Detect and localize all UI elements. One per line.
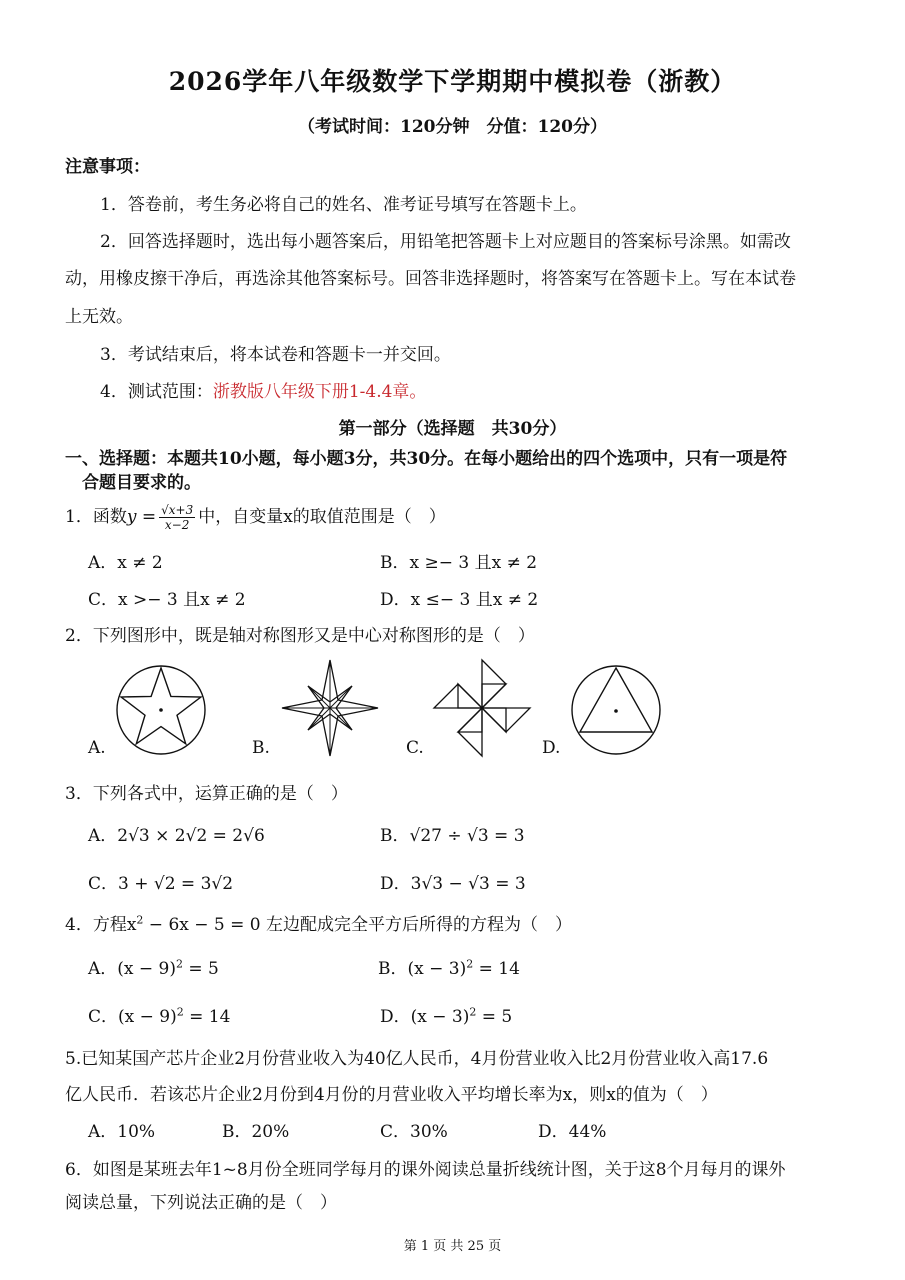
q4-option-b [378,954,520,979]
notice-item-2-line1: 2．回答选择题时，选出每小题答案后，用铅笔把答题卡上对应题目的答案标号涂黑。如需改 [100,232,791,252]
q4-d-exp: 2 [469,1005,477,1019]
q4-a-base: A．(x − 9) [88,959,176,979]
q4-exponent: 2 [136,913,144,927]
q1-y-eq: y = [126,507,157,527]
question-5-line2: 亿人民币．若该芯片企业2月份到4月份的月营业收入平均增长率为x，则x的值为（ ） [65,1085,718,1105]
notice-heading: 注意事项： [65,157,150,177]
q5-option-c: C．30% [380,1122,448,1142]
q4-a-rest: = 5 [183,959,219,979]
q1-option-d: D．x ≤− 3 且x ≠ 2 [380,590,539,610]
q4-suffix: − 6x − 5 = 0 左边配成完全平方后所得的方程为（ ） [143,915,572,935]
notice-item-4 [100,377,426,402]
q4-c-exp: 2 [176,1005,184,1019]
part1-instruction-line2: 合题目要求的。 [82,473,201,493]
q1-option-c: C．x >− 3 且x ≠ 2 [88,590,246,610]
notice-item-4-prefix: 4．测试范围： [100,382,213,402]
question-6-line2: 阅读总量，下列说法正确的是（ ） [65,1193,337,1213]
figure-b-compass-star [280,658,380,758]
question-5-line1: 5.已知某国产芯片企业2月份营业收入为40亿人民币，4月份营业收入比2月份营业收入高17.6 [65,1049,769,1069]
q1-suffix: 中，自变量x的取值范围是（ ） [198,507,446,527]
q4-d-rest: = 5 [476,1007,513,1027]
exam-info: （考试时间：120分钟 分值：120分） [298,117,607,137]
part1-instruction-line1: 一、选择题：本题共10小题，每小题3分，共30分。在每小题给出的四个选项中，只有一项是符 [65,449,788,469]
figure-c-label: C. [406,738,424,758]
q4-b-exp: 2 [466,957,474,971]
q1-denominator: x−2 [164,518,190,532]
q4-a-exp: 2 [176,957,183,971]
q4-option-c [88,1002,230,1027]
q4-prefix: 4．方程x [65,915,137,935]
q4-b-rest: = 14 [473,959,520,979]
figure-d-triangle-in-circle [570,664,662,756]
figure-a-star-in-circle [115,664,207,756]
q5-option-b: B．20% [222,1122,290,1142]
figure-b-label: B. [252,738,270,758]
figure-a-label: A. [88,738,106,758]
question-3-stem: 3．下列各式中，运算正确的是（ ） [65,784,348,804]
part1-heading: 第一部分（选择题 共30分） [338,419,567,439]
question-1-stem [65,502,446,532]
figure-c-pinwheel [432,658,532,758]
q4-c-base: C．(x − 9) [88,1007,177,1027]
q4-b-base: B．(x − 3) [378,959,467,979]
q1-fraction [159,503,195,532]
notice-item-2-line3: 上无效。 [65,307,133,327]
notice-item-2-line2: 动，用橡皮擦干净后，再选涂其他答案标号。回答非选择题时，将答案写在答题卡上。写在本试卷 [65,269,796,289]
q1-numerator: √x+3 [161,503,194,517]
q4-c-rest: = 14 [183,1007,231,1027]
q4-option-d [380,1002,512,1027]
q5-option-a: A．10% [88,1122,156,1142]
page-title: 2026学年八年级数学下学期期中模拟卷（浙教） [168,67,737,96]
q4-d-base: D．(x − 3) [380,1007,470,1027]
q3-option-b: B．√27 ÷ √3 = 3 [380,826,525,846]
q1-option-b: B．x ≥− 3 且x ≠ 2 [380,553,538,573]
question-4-stem [65,910,572,935]
q1-option-a: A．x ≠ 2 [88,553,163,573]
q5-option-d: D．44% [538,1122,607,1142]
test-scope: 浙教版八年级下册1-4.4章。 [212,382,427,402]
q3-option-c: C．3 + √2 = 3√2 [88,874,234,894]
question-2-stem: 2．下列图形中，既是轴对称图形又是中心对称图形的是（ ） [65,626,535,646]
figure-d-label: D. [542,738,561,758]
q1-prefix: 1．函数 [65,507,127,527]
question-6-line1: 6．如图是某班去年1~8月份全班同学每月的课外阅读总量折线统计图，关于这8个月每月的课外 [65,1160,786,1180]
notice-item-3: 3．考试结束后，将本试卷和答题卡一并交回。 [100,345,451,365]
q3-option-a: A．2√3 × 2√2 = 2√6 [88,826,265,846]
q4-option-a [88,954,219,979]
notice-item-1: 1．答卷前，考生务必将自己的姓名、准考证号填写在答题卡上。 [100,195,587,215]
q3-option-d: D．3√3 − √3 = 3 [380,874,526,894]
page-number: 第 1 页 共 25 页 [403,1239,502,1254]
